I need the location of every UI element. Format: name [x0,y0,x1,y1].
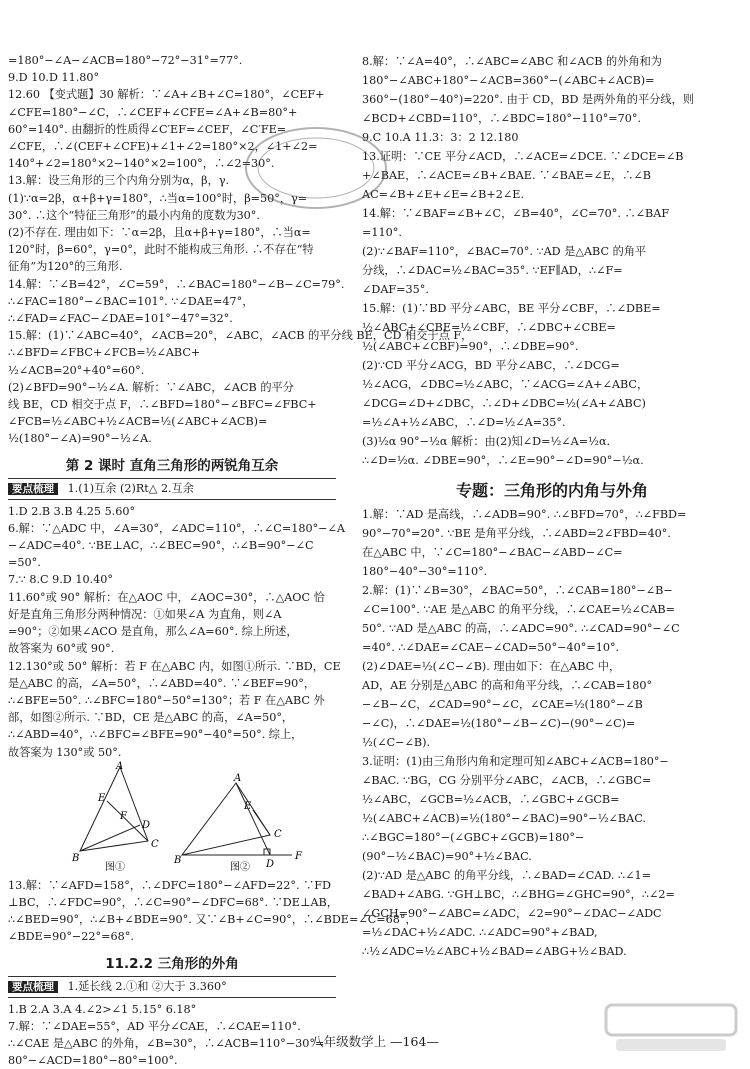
fig1-label-C: C [151,838,159,850]
text-line: 9.C 10.A 11.3：3：2 12.180 [362,131,519,144]
text-line: ½∠ABC，∠GCB=½∠ACB，∴∠GBC+∠GCB= [362,793,620,806]
left-answer-block-2 [8,503,345,761]
text-line: =180°−∠A−∠ACB=180°−72°−31°=77°. [8,54,243,67]
text-line: 2.解：(1)∵∠B=30°，∠BAC=50°，∴∠CAB=180°−∠B− [362,584,673,597]
text-line: ⊥BC，∴∠FDC=90°，∴∠C=90°−∠DFC=68°. ∵DE⊥AB， [8,895,338,909]
text-line: 120°时，β=60°，γ=0°，此时不能构成三角形. ∴不存在“特 [8,243,314,257]
text-line: (3)½α 90°−½α 解析：由(2)知∠D=½∠A=½α. [362,435,611,448]
text-line: ½(∠ABC+∠CBF)=90°，∴∠DBE=90°. [362,340,579,353]
text-line: 14.解：∵∠B=42°，∠C=59°，∴∠BAC=180°−∠B−∠C=79°. [8,277,345,291]
text-line: 线 BE，CD 相交于点 F，∴∠BFD=180°−∠BFC=∠FBC+ [8,398,317,412]
text-line: 9.D 10.D 11.80° [8,71,100,85]
text-line: =110°. [362,226,402,239]
text-line: ∴∠D=½α. ∠DBE=90°，∴∠E=90°−∠D=90°−½α. [362,454,644,467]
text-line: −∠B−∠C，∠CAD=90°−∠C，∠CAE=½(180°−∠B [362,698,643,711]
text-line: ∠CFE，∴∠(CEF+∠CFE)+∠1+∠2=180°×2，∠1+∠2= [8,140,318,154]
geometry-figures [8,760,336,873]
fig1-label-D: D [142,819,151,831]
text-line: ½∠ACG，∠DBC=½∠ABC，∵∠ACG=∠A+∠ABC， [362,378,649,391]
text-line: (2)∵AD 是△ABC 的角平分线，∴∠BAD=∠CAD. ∴∠1= [362,869,651,882]
text-line: ∠DCG=∠D+∠DBC，∴∠D+∠DBC=½(∠A+∠ABC) [362,397,646,410]
fig1-caption: 图① [105,861,125,873]
text-line: ½∠ACB=20°+40°=60°. [8,363,145,377]
text-line: −∠C)，∴∠DAE=½(180°−∠B−∠C)−(90°−∠C)= [362,717,636,730]
text-line: (90°−½∠BAC)=90°+½∠BAC. [362,850,532,863]
text-line: ∠BDE=90°−22°=68°. [8,930,134,944]
text-line: 60°=140°. 由翻折的性质得∠C′EF=∠CEF，∠C′FE= [8,122,287,136]
text-line: 分线，∴∠DAC=½∠BAC=35°. ∵EF∥AD，∴∠F= [362,264,623,277]
text-line: 15.解：(1)∵∠ABC=40°，∠ACB=20°，∠ABC，∠ACB 的平分线 BE，CD 相交于点 F， [8,329,473,343]
keypoints-text: 1.(1)互余 (2)Rt△ 2.互余 [67,481,194,495]
text-line: 在△ABC 中，∵∠C=180°−∠BAC−∠ABD−∠C= [362,546,623,559]
text-line: 征角”为120°的三角形. [8,260,123,274]
text-line: 15.解：(1)∵BD 平分∠ABC，BE 平分∠CBF，∴∠DBE= [362,302,661,315]
text-line: +∠BAE，∴∠ACE=∠B+∠BAE. ∵∠BAE=∠E，∴∠B [362,169,651,182]
text-line: ∴∠BFE=50°. ∴∠BFC=180°−50°=130°；若 F 在△ABC 外 [8,693,325,707]
right-answer-block-2 [362,505,742,961]
text-line: ∠BAC. ∵BG，CG 分别平分∠ABC，∠ACB，∴∠GBC= [362,774,652,787]
text-line: 80°−∠ACD=180°−80°=100°. [8,1054,178,1068]
text-line: 故答案为 60°或 90°. [8,642,115,656]
text-line: ∴∠CAE 是△ABC 的外角，∠B=30°，∴∠ACB=110°−30°= [8,1036,325,1050]
text-line: ∴∠FAD=∠FAC−∠DAE=101°−47°=32°. [8,312,233,326]
text-line: ∠DAF=35°. [362,283,429,296]
text-line: =90°；②如果∠ACO 是直角，那么∠A=60°. 综上所述， [8,625,298,639]
text-line: AD，AE 分别是△ABC 的高和角平分线，∴∠CAB=180° [362,679,653,692]
text-line: ∴∠BED=90°，∴∠B+∠BDE=90°. 又∵∠B+∠C=90°，∴∠BDE=∠C=68°， [8,913,417,927]
fig1-label-F: F [120,810,127,822]
text-line: ∠GCH=90°−∠ABC=∠ADC，∠2=90°−∠DAC−∠ADC [362,907,662,920]
text-line: (2)∠BFD=90°−½∠A. 解析：∵∠ABC，∠ACB 的平分 [8,380,294,394]
fig2-label-E: E [244,800,252,812]
text-line: −∠ADC=40°. ∵BE⊥AC，∴∠BEC=90°，∴∠B=90°−∠C [8,539,314,553]
text-line: ∴½∠ADC=½∠ABC+½∠BAD=∠ABG+½∠BAD. [362,945,627,958]
text-line: =½∠A+½∠ABC，∴∠D=½∠A=35°. [362,416,566,429]
text-line: ∠FCB=½∠ABC+½∠ACB=½(∠ABC+∠ACB)= [8,415,268,429]
right-column [362,52,742,961]
text-line: 12.60 【变式题】30 解析：∵∠A+∠B+∠C=180°，∠CEF+ [8,88,325,102]
text-line: 50°. ∵AD 是△ABC 的高，∴∠ADC=90°. ∴∠CAD=90°−∠C [362,622,680,635]
text-line: ∴∠FAC=180°−∠BAC=101°. ∵∠DAE=47°， [8,294,254,308]
text-line: 是△ABC 的高，∠A=50°，∴∠ABD=40°. ∵∠BEF=90°， [8,676,316,690]
section-heading-lesson2: 第 2 课时 直角三角形的两锐角互余 [65,457,279,474]
keypoints-row-1 [8,478,336,500]
text-line: (2)不存在. 理由如下：∵α=2β，且α+β+γ=180°，∴当α= [8,226,311,240]
text-line: AC=∠B+∠E+∠E=∠B+2∠E. [362,188,524,201]
text-line: =50°. [8,556,41,570]
fig1-label-B: B [72,852,80,864]
text-line: (2)∵∠BAF=110°，∠BAC=70°. ∵AD 是△ABC 的角平 [362,245,647,258]
text-line: 3.证明：(1)由三角形内角和定理可知∠ABC+∠ACB=180°− [362,755,669,768]
fig2-label-B: B [174,854,182,866]
text-line: ∴∠BGC=180°−(∠GBC+∠GCB)=180°− [362,831,585,844]
section-heading-exterior-angle: 11.2.2 三角形的外角 [105,955,239,972]
figure-1 [80,767,151,851]
page-footer: 八年级数学上 —164— [311,1034,439,1049]
fig1-label-A: A [116,760,124,772]
left-answer-block-3 [8,877,417,946]
text-line: 13.解：∵∠AFD=158°，∴∠DFC=180°−∠AFD=22°. ∵FD [8,878,332,892]
text-line: (2)∵CD 平分∠ACG，BD 平分∠ABC，∴∠DCG= [362,359,620,372]
text-line: 8.解：∵∠A=40°，∴∠ABC=∠ABC 和∠ACB 的外角和为 [362,55,662,68]
fig1-label-E: E [98,792,106,804]
text-line: ∴∠BFD=∠FBC+∠FCB=½∠ABC+ [8,346,201,360]
right-answer-block-1 [362,52,742,470]
fig2-label-C: C [274,828,282,840]
special-topic-heading: 专题：三角形的内角与外角 [455,481,648,500]
text-line: ½(∠ABC+∠ACB)=½(180°−∠BAC)=90°−½∠BAC. [362,812,646,825]
text-line: 部，如图②所示. ∵BD，CE 是△ABC 的高，∠A=50°， [8,711,294,725]
text-line: 180°−40°−30°=110°. [362,565,488,578]
text-line: =40°. ∴∠DAE=∠CAE−∠CAD=50°−40°=10°. [362,641,620,654]
text-line: (1)∵α=2β，α+β+γ=180°，∴当α=100°时，β=50°，γ= [8,191,308,205]
text-line: 90°−70°=20°. ∵BE 是角平分线，∴∠ABD=2∠FBD=40°. [362,527,671,540]
text-line: ∠C=100°. ∵AE 是△ABC 的角平分线，∴∠CAE=½∠CAB= [362,603,676,616]
text-line: ½(∠C−∠B). [362,736,431,749]
text-line: 1.D 2.B 3.B 4.25 5.60° [8,504,136,518]
text-line: 30°. ∴这个“特征三角形”的最小内角的度数为30°. [8,208,260,222]
text-line: 11.60°或 90° 解析：在△AOC 中，∠AOC=30°，∴△AOC 恰 [8,590,325,604]
text-line: 7.∵ 8.C 9.D 10.40° [8,573,113,587]
fig2-label-D: D [266,858,275,870]
text-line: ∴∠ABD=40°，∴∠BFC=∠BFE=90°−40°=50°. 综上， [8,728,303,742]
fig2-label-F: F [295,850,302,862]
fig2-label-A: A [234,772,242,784]
figure-2 [182,783,292,855]
keypoints-tag: 要点梳理 [8,483,58,495]
text-line: ½∠ABC+∠CBE=½∠CBF，∴∠DBC+∠CBE= [362,321,616,334]
fig2-caption: 图② [230,861,250,873]
text-line: 180°−∠ABC+180°−∠ACB=360°−(∠ABC+∠ACB)= [362,74,655,87]
text-line: 7.解：∵∠DAE=55°，AD 平分∠CAE，∴∠CAE=110°. [8,1019,301,1033]
keypoints-tag: 要点梳理 [8,981,58,993]
text-line: ∠BAD+∠ABG. ∵GH⊥BC，∴∠BHG=∠GHC=90°，∴∠2= [362,888,675,901]
text-line: (2)∠DAE=½(∠C−∠B). 理由如下：在△ABC 中， [362,660,621,673]
text-line: 故答案为 130°或 50°. [8,745,122,759]
text-line: 360°−(180°−40°)=220°. 由于 CD，BD 是两外角的平分线，则 [362,93,694,106]
keypoints-text: 1.延长线 2.①和 ②大于 3.360° [67,979,227,993]
text-line: 12.130°或 50° 解析：若 F 在△ABC 内，如图①所示. ∵BD，CE [8,659,341,673]
text-line: ∠BCD+∠CBD=110°，∴∠BDC=180°−110°=70°. [362,112,642,125]
keypoints-row-2 [8,976,336,998]
text-line: =½∠DAC+½∠ADC. ∴∠ADC=90°+∠BAD, [362,926,598,939]
text-line: 13.解：设三角形的三个内角分别为α，β，γ. [8,174,230,188]
text-line: 6.解：∵△ADC 中，∠A=30°，∠ADC=110°，∴∠C=180°−∠A [8,521,345,535]
text-line: ∠CFE=180°−∠C，∴∠CEF+∠CFE=∠A+∠B=80°+ [8,105,298,119]
text-line: 140°+∠2=180°×2−140°×2=100°，∴∠2=30°. [8,157,275,171]
homework-stamp-image [236,118,396,218]
text-line: 1.解：∵AD 是高线，∴∠ADB=90°. ∴∠BFD=70°，∴∠FBD= [362,508,687,521]
text-line: 13.证明：∵CE 平分∠ACD，∴∠ACE=∠DCE. ∵∠DCE=∠B [362,150,684,163]
text-line: 1.B 2.A 3.A 4.∠2>∠1 5.15° 6.18° [8,1002,197,1016]
text-line: ½(180°−∠A)=90°−½∠A. [8,432,152,446]
text-line: 14.解：∵∠BAF=∠B+∠C，∠B=40°，∠C=70°. ∴∠BAF [362,207,670,220]
triangle-figures-svg [8,760,336,873]
text-line: 好是直角三角形分两种情况：①如果∠A 为直角，则∠A [8,607,282,621]
